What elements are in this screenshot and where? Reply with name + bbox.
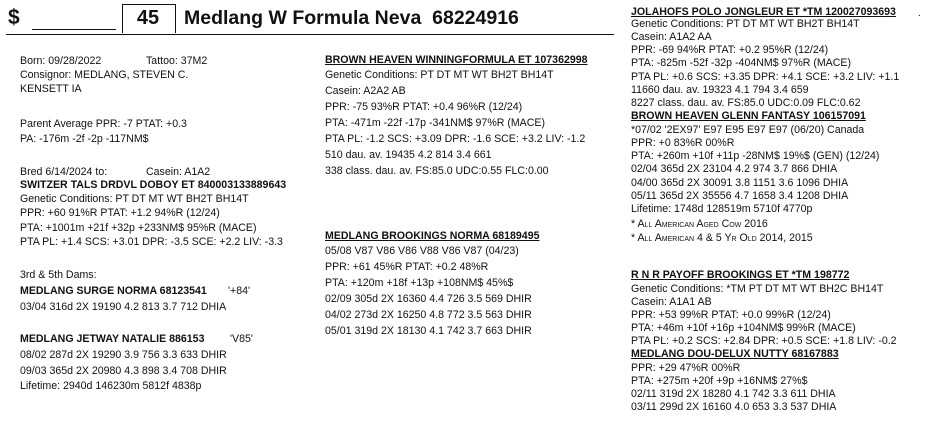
sires-sire-line: PTA: -825m -52f -32p -404NM$ 97%R (MACE) <box>631 57 851 69</box>
maternal-grandsire-line: Genetic Conditions: *TM PT DT MT WT BH2C BH14T <box>631 283 884 295</box>
fifth-dam-score: 'V85' <box>230 333 253 345</box>
maternal-grandsire-line: PTA PL: +0.2 SCS: +2.84 DPR: +0.5 SCE: +1.8 LIV: -0.2 <box>631 335 897 347</box>
service-sire-line: PPR: +60 91%R PTAT: +1.2 94%R (12/24) <box>20 207 220 219</box>
service-sire-line: Genetic Conditions: PT DT MT WT BH2T BH14T <box>20 193 249 205</box>
sires-dam-line: *07/02 '2EX97' E97 E95 E97 E97 (06/20) Canada <box>631 124 865 136</box>
third-dam-score: '+84' <box>228 285 251 297</box>
sire-line: Casein: A2A2 AB <box>325 85 406 97</box>
service-sire-line: PTA: +1001m +21f +32p +233NM$ 95%R (MACE) <box>20 222 257 234</box>
sires-sire-line: Genetic Conditions: PT DT MT WT BH2T BH14T <box>631 18 860 30</box>
maternal-grandsire-name: R N R PAYOFF BROOKINGS ET *TM 198772 <box>631 269 850 281</box>
sires-sire-line: 11660 dau. av. 19323 4.1 794 3.4 659 <box>631 84 809 96</box>
sire-line: 510 dau. av. 19435 4.2 814 3.4 661 <box>325 149 492 161</box>
third-dam-record: 03/04 316d 2X 19190 4.2 813 3.7 712 DHIA <box>20 301 227 313</box>
sires-sire-line: 8227 class. dau. av. FS:85.0 UDC:0.09 FLC:0.62 <box>631 97 861 109</box>
sire-line: Genetic Conditions: PT DT MT WT BH2T BH14T <box>325 69 554 81</box>
sires-sire-line: PTA PL: +0.6 SCS: +3.35 DPR: +4.1 SCE: +3.2 LIV: +1.1 <box>631 71 900 83</box>
sire-name: BROWN HEAVEN WINNINGFORMULA ET 107362998 <box>325 54 588 66</box>
animal-name: Medlang W Formula Neva <box>184 7 422 29</box>
sire-line: 338 class. dau. av. FS:85.0 UDC:0.55 FLC:0.00 <box>325 165 549 177</box>
sires-sire-name: JOLAHOFS POLO JONGLEUR ET *TM 120027093693 <box>631 6 896 18</box>
bred-date: Bred 6/14/2024 to: <box>20 166 108 178</box>
consignor: Consignor: MEDLANG, STEVEN C. <box>20 69 189 81</box>
maternal-grandsire-line: PPR: +53 99%R PTAT: +0.0 99%R (12/24) <box>631 309 831 321</box>
price-dollar-sign: $ <box>8 6 20 29</box>
dam-name: MEDLANG BROOKINGS NORMA 68189495 <box>325 230 540 242</box>
dam-line: PTA: +120m +18f +13p +108NM$ 45%$ <box>325 277 514 289</box>
sire-line: PTA: -471m -22f -17p -341NM$ 97%R (MACE) <box>325 117 545 129</box>
maternal-granddam-line: PTA: +275m +20f +9p +16NM$ 27%$ <box>631 375 808 387</box>
sires-dam-line: 02/04 365d 2X 23104 4.2 974 3.7 866 DHIA <box>631 163 838 175</box>
sires-dam-line: 04/00 365d 2X 30091 3.8 1151 3.6 1096 DHIA <box>631 177 849 189</box>
fifth-dam-record: 08/02 287d 2X 19290 3.9 756 3.3 633 DHIR <box>20 349 227 361</box>
dam-line: 05/08 V87 V86 V86 V88 V86 V87 (04/23) <box>325 245 519 257</box>
fifth-dam-lifetime: Lifetime: 2940d 146230m 5812f 4838p <box>20 380 202 392</box>
sires-dam-lifetime: Lifetime: 1748d 128519m 5710f 4770p <box>631 203 813 215</box>
animal-title <box>184 7 519 30</box>
parent-average-pta: PA: -176m -2f -2p -117NM$ <box>20 133 149 145</box>
sires-sire-line: PPR: -69 94%R PTAT: +0.2 95%R (12/24) <box>631 44 829 56</box>
dam-line: 02/09 305d 2X 16360 4.4 726 3.5 569 DHIR <box>325 293 532 305</box>
maternal-granddam-name: MEDLANG DOU-DELUX NUTTY 68167883 <box>631 348 839 360</box>
third-dam-name: MEDLANG SURGE NORMA 68123541 <box>20 285 207 297</box>
parent-average-ppr: Parent Average PPR: -7 PTAT: +0.3 <box>20 118 187 130</box>
fifth-dam-name: MEDLANG JETWAY NATALIE 886153 <box>20 333 205 345</box>
maternal-grandsire-line: Casein: A1A1 AB <box>631 296 712 308</box>
sire-line: PPR: -75 93%R PTAT: +0.4 96%R (12/24) <box>325 101 523 113</box>
maternal-grandsire-line: PTA: +46m +10f +16p +104NM$ 99%R (MACE) <box>631 322 856 334</box>
dam-line: PPR: +61 45%R PTAT: +0.2 48%R <box>325 261 489 273</box>
award-line: * All American 4 & 5 Yr Old 2014, 2015 <box>631 232 813 244</box>
maternal-granddam-line: 03/11 299d 2X 16160 4.0 653 3.3 537 DHIA <box>631 401 837 413</box>
tattoo: Tattoo: 37M2 <box>146 55 208 67</box>
maternal-granddam-line: 02/11 319d 2X 18280 4.1 742 3.3 611 DHIA <box>631 388 836 400</box>
bred-casein: Casein: A1A2 <box>146 166 211 178</box>
fifth-dam-record: 09/03 365d 2X 20980 4.3 898 3.4 708 DHIR <box>20 365 227 377</box>
sire-line: PTA PL: -1.2 SCS: +3.09 DPR: -1.6 SCE: +3.2 LIV: -1.2 <box>325 133 586 145</box>
sires-dam-line: PTA: +260m +10f +11p -28NM$ 19%$ (GEN) (12/24) <box>631 150 880 162</box>
sires-dam-line: 05/11 365d 2X 35556 4.7 1658 3.4 1208 DHIA <box>631 190 849 202</box>
sires-dam-name: BROWN HEAVEN GLENN FANTASY 106157091 <box>631 110 866 122</box>
service-sire-name: SWITZER TALS DRDVL DOBOY ET 840003133889643 <box>20 179 287 191</box>
location: KENSETT IA <box>20 83 82 95</box>
lot-number: 45 <box>136 7 160 29</box>
price-blank-line <box>32 29 116 30</box>
sires-sire-line: Casein: A1A2 AA <box>631 31 712 43</box>
sires-dam-line: PPR: +0 83%R 00%R <box>631 137 735 149</box>
award-line: * All American Aged Cow 2016 <box>631 218 768 230</box>
service-sire-line: PTA PL: +1.4 SCS: +3.01 DPR: -3.5 SCE: +2.2 LIV: -3.3 <box>20 236 283 248</box>
maternal-granddam-line: PPR: +29 47%R 00%R <box>631 362 741 374</box>
dam-line: 04/02 273d 2X 16250 4.8 772 3.5 563 DHIR <box>325 309 532 321</box>
born-date: Born: 09/28/2022 <box>20 55 102 67</box>
dam-line: 05/01 319d 2X 18130 4.1 742 3.7 663 DHIR <box>325 325 532 337</box>
corner-dot: . <box>918 8 921 19</box>
dams-heading: 3rd & 5th Dams: <box>20 269 97 281</box>
header-rule <box>6 34 614 35</box>
animal-reg-number: 68224916 <box>432 7 519 29</box>
